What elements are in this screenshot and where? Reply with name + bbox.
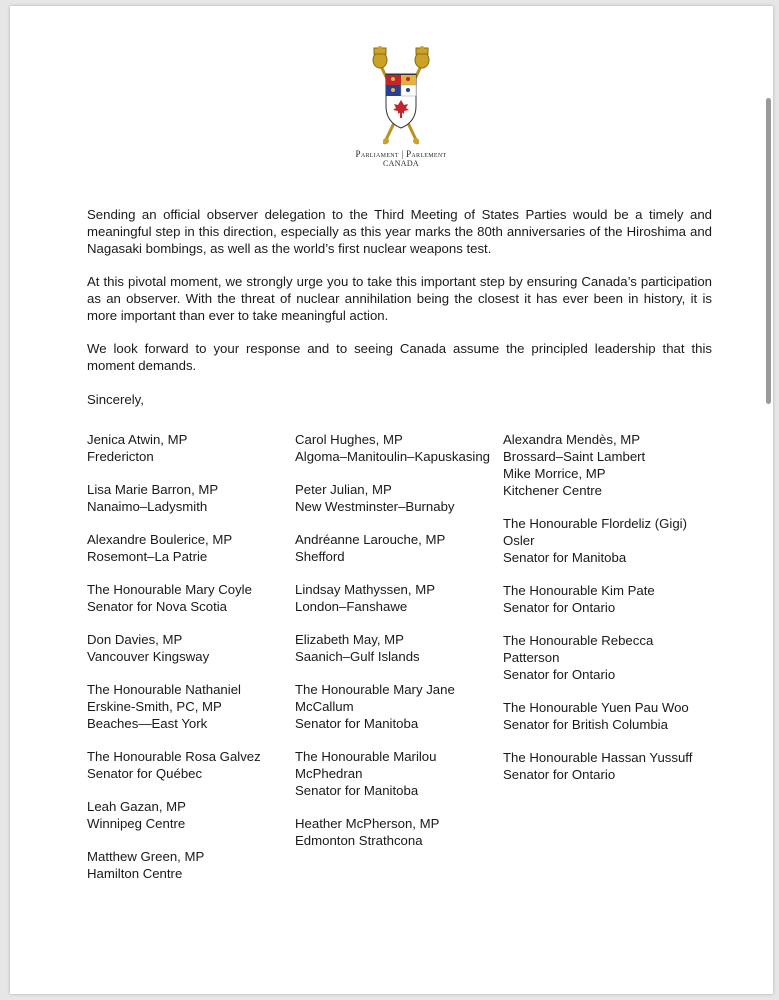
closing-salutation: Sincerely, bbox=[87, 392, 144, 407]
signatory bbox=[87, 581, 292, 615]
signatory bbox=[295, 681, 500, 732]
signatory bbox=[295, 631, 500, 665]
signatory bbox=[295, 431, 500, 465]
signatory-name: The Honourable Yuen Pau Woo bbox=[503, 700, 689, 715]
signatory-name: Andréanne Larouche, MP bbox=[295, 532, 446, 547]
signatory-detail: Senator for Manitoba bbox=[503, 550, 627, 565]
signatory bbox=[87, 631, 292, 665]
signatory-name: The Honourable Rebecca Patterson bbox=[503, 633, 654, 665]
signatories-column-1 bbox=[87, 431, 292, 898]
signatory-detail: Senator for Nova Scotia bbox=[87, 599, 228, 614]
letterhead-wordmark bbox=[310, 149, 492, 169]
signatory-detail: Shefford bbox=[295, 549, 345, 564]
signatory bbox=[87, 431, 292, 465]
signatory-name: Mike Morrice, MP bbox=[503, 466, 606, 481]
signatory-name: Matthew Green, MP bbox=[87, 849, 205, 864]
signatory bbox=[295, 748, 500, 799]
signatory bbox=[87, 848, 292, 882]
signatory-detail: Senator for Ontario bbox=[503, 767, 616, 782]
signatory-detail: Beaches—East York bbox=[87, 716, 208, 731]
signatory-detail: Senator for Manitoba bbox=[295, 716, 419, 731]
vertical-scrollbar[interactable] bbox=[766, 98, 771, 404]
signatory-name: The Honourable Mary Coyle bbox=[87, 582, 252, 597]
signatory bbox=[503, 582, 708, 616]
signatory-name: Heather McPherson, MP bbox=[295, 816, 440, 831]
signatory bbox=[503, 749, 708, 783]
parliament-crest-icon bbox=[368, 46, 434, 150]
signatory-name: Don Davies, MP bbox=[87, 632, 183, 647]
signatory bbox=[87, 531, 292, 565]
signatory-name: The Honourable Hassan Yussuff bbox=[503, 750, 693, 765]
signatory-name: Alexandre Boulerice, MP bbox=[87, 532, 233, 547]
signatory-detail: Senator for Ontario bbox=[503, 667, 616, 682]
letterhead-country: CANADA bbox=[382, 159, 420, 168]
signatory bbox=[295, 581, 500, 615]
signatory-detail: London–Fanshawe bbox=[295, 599, 408, 614]
signatory-detail: Fredericton bbox=[87, 449, 154, 464]
signatory bbox=[503, 465, 708, 499]
signatory-name: Jenica Atwin, MP bbox=[87, 432, 188, 447]
signatory bbox=[87, 798, 292, 832]
signatory bbox=[503, 699, 708, 733]
signatory-detail: Algoma–Manitoulin–Kapuskasing bbox=[295, 449, 491, 464]
paragraph-look-forward: We look forward to your response and to seeing Canada assume the principled leadership that this moment demands. bbox=[87, 341, 712, 373]
signatory-detail: Edmonton Strathcona bbox=[295, 833, 423, 848]
signatories-column-2 bbox=[295, 431, 500, 865]
signatory-detail: Senator for Ontario bbox=[503, 600, 616, 615]
signatory-name: Carol Hughes, MP bbox=[295, 432, 403, 447]
signatory-name: Peter Julian, MP bbox=[295, 482, 392, 497]
signatory bbox=[87, 748, 292, 782]
signatory-detail: Senator for Manitoba bbox=[295, 783, 419, 798]
signatory-name: Leah Gazan, MP bbox=[87, 799, 186, 814]
signatory-name: The Honourable Kim Pate bbox=[503, 583, 655, 598]
signatory-detail: Winnipeg Centre bbox=[87, 816, 186, 831]
signatory bbox=[87, 481, 292, 515]
signatory-name: Lisa Marie Barron, MP bbox=[87, 482, 219, 497]
signatory-detail: Rosemont–La Patrie bbox=[87, 549, 208, 564]
signatories-column-3 bbox=[503, 431, 708, 799]
signatory bbox=[503, 515, 708, 566]
signatory-name: Elizabeth May, MP bbox=[295, 632, 404, 647]
signatory bbox=[87, 681, 292, 732]
signatory bbox=[295, 531, 500, 565]
signatory-name: The Honourable Nathaniel Erskine-Smith, PC, MP bbox=[87, 682, 241, 714]
signatory-detail: Senator for British Columbia bbox=[503, 717, 668, 732]
signatory-name: The Honourable Mary Jane McCallum bbox=[295, 682, 455, 714]
signatory-name: Lindsay Mathyssen, MP bbox=[295, 582, 435, 597]
signatory-name: The Honourable Flordeliz (Gigi) Osler bbox=[503, 516, 687, 548]
signatory-detail: Nanaimo–Ladysmith bbox=[87, 499, 208, 514]
signatory-detail: New Westminster–Burnaby bbox=[295, 499, 455, 514]
signatory bbox=[503, 632, 708, 683]
paragraph-observer-delegation: Sending an official observer delegation to the Third Meeting of States Parties would be a timely and meaningful step in this direction, especially as this year marks the 80th anniversaries of the Hiroshima and Nagasaki bombings, as well as the world’s first nuclear weapons test. bbox=[87, 207, 712, 256]
letter-page bbox=[10, 6, 773, 994]
signatory bbox=[503, 431, 708, 465]
signatory-detail: Brossard–Saint Lambert bbox=[503, 449, 646, 464]
signatory-name: Alexandra Mendès, MP bbox=[503, 432, 641, 447]
signatory bbox=[295, 481, 500, 515]
signatory-detail: Senator for Québec bbox=[87, 766, 203, 781]
paragraph-pivotal-moment: At this pivotal moment, we strongly urge you to take this important step by ensuring Canada’s participation as an observer. With the threat of nuclear annihilation being the closest it has ever been in history, it is more important than ever to take meaningful action. bbox=[87, 274, 712, 323]
signatory-detail: Saanich–Gulf Islands bbox=[295, 649, 420, 664]
signatory-name: The Honourable Rosa Galvez bbox=[87, 749, 261, 764]
signatory bbox=[295, 815, 500, 849]
signatory-detail: Kitchener Centre bbox=[503, 483, 602, 498]
signatory-detail: Hamilton Centre bbox=[87, 866, 183, 881]
letterhead-name: Parliament | Parlement bbox=[355, 149, 447, 159]
signatory-name: The Honourable Marilou McPhedran bbox=[295, 749, 437, 781]
signatory-detail: Vancouver Kingsway bbox=[87, 649, 210, 664]
